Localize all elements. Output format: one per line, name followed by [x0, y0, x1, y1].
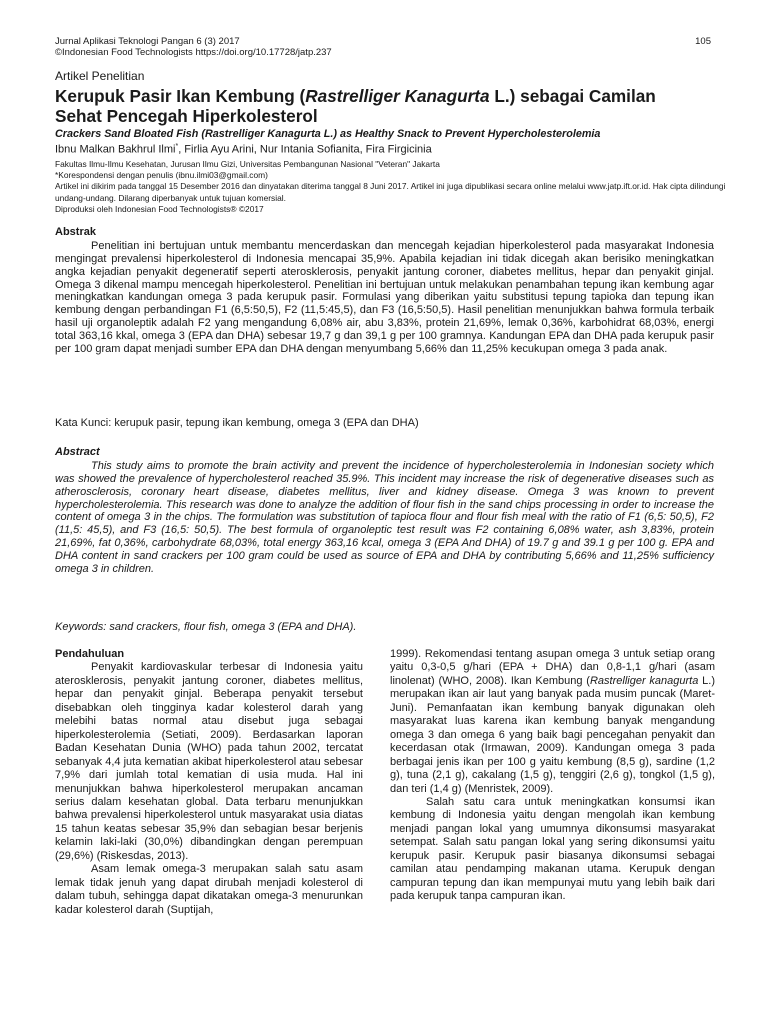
p3-species: Rastrelliger kanagurta	[589, 674, 699, 687]
title-part1: Kerupuk Pasir Ikan Kembung (	[55, 86, 306, 106]
pendahuluan-heading: Pendahuluan	[55, 648, 125, 660]
abstrak-text: Penelitian ini bertujuan untuk membantu mencerdaskan dan mencegah kejadian hiperkolesterol pada masyarakat Indonesia mengingat prevalensi hiperkolesterol di Indonesia mencapai 35,9%. Apabila kejadian ini tidak dicegah akan berisiko meningkatkan angka kejadian penyakit degeneratif seperti aterosklerosis, penyakit jantung coroner, diabetes mellitus, hepar dan penyakit ginjal. Omega 3 dikenal mampu mencegah hiperkolesterol. Penelitian ini bertujuan untuk melakukan penambahan tepung ikan kembung agar meningkatkan kandungan omega 3 pada kerupuk pasir. Formulasi yang diberikan yaitu substitusi tepung tapioka dan tepung ikan kembung dengan perbandingan F1 (6,5:50,5), F2 (11,5:45,5), dan F3 (16,5:50,5). Hasil penelitian menunjukkan bahwa formula terbaik hasil uji organoleptik adalah F2 yang mengandung 6,08% air, abu 3,83%, protein 21,69%, lemak 0,36%, karbohidrat 68,03%, energi total 363,16 kkal, omega 3 (EPA dan DHA) sebesar 19,7 g dan 39,1 g per 100 gramnya. Kandungan EPA dan DHA pada kerupuk pasir per 100 gram dapat menjadi sumber EPA dan DHA dengan menyumbang 5,66% dan 11,25% kecukupan omega 3 pada anak.	[55, 240, 714, 355]
article-type: Artikel Penelitian	[55, 69, 145, 83]
p3-text-a: 1999). Rekomendasi tentang asupan omega 3 untuk setiap orang yaitu 0,3-0,5 g/hari (EPA + DHA) dan 0,8-1,1 g/hari (asam linolenat) (WHO, 2008). Ikan Kembung (	[390, 648, 715, 687]
article-info: Artikel ini dikirim pada tanggal 15 Desember 2016 dan dinyatakan diterima tanggal 8 Juni 2017. Artikel ini juga dipublikasi secara online melalui www.jatp.ift.or.id. Hak cipta dilindungi undang-undang. Dilarang diperbanyak untuk tujuan komersial.	[55, 181, 726, 203]
other-authors: , Firlia Ayu Arini, Nur Intania Sofianita, Fira Firgicinia	[178, 143, 432, 156]
doi-line: ©Indonesian Food Technologists https://doi.org/10.17728/jatp.237	[55, 47, 332, 58]
title-line2: Sehat Pencegah Hiperkolesterol	[55, 106, 318, 126]
journal-header: Jurnal Aplikasi Teknologi Pangan 6 (3) 2017	[55, 36, 240, 47]
intro-paragraph-4: Salah satu cara untuk meningkatkan konsumsi ikan kembung di Indonesia yaitu dengan mengolah ikan kembung menjadi pangan lokal yang umumnya dikonsumsi masyarakat setempat. Salah satu pangan lokal yang sering dikonsumsi yaitu kerupuk pasir. Kerupuk pasir biasanya dikonsumsi sebagai camilan atau pendamping makanan utama. Kerupuk dengan campuran tepung dan ikan mempunyai mutu yang lebih baik dari pada kerupuk tanpa campuran ikan.	[390, 795, 715, 903]
first-author: Ibnu Malkan Bakhrul Ilmi	[55, 143, 176, 156]
intro-paragraph-3	[390, 648, 715, 796]
produced-by: Diproduksi oleh Indonesian Food Technologists® ©2017	[55, 204, 264, 214]
abstrak-keywords: Kata Kunci: kerupuk pasir, tepung ikan kembung, omega 3 (EPA dan DHA)	[55, 417, 419, 429]
p3-text-b: L.) merupakan ikan air laut yang banyak pada musim puncak (Maret-Juni). Pemanfaatan ikan kembung banyak digunakan oleh masyarakat luas karena ikan kembung banyak mengandung omega 3 dan omega 6 yang baik bagi pencegahan penyakit dan kecerdasan otak (Irmawan, 2009). Kandungan omega 3 pada berbagai jenis ikan per 100 g yaitu kembung (8,5 g), sardine (1,2 g), tuna (2,1 g), cakalang (1,5 g), tenggiri (2,6 g), tongkol (1,5 g), dan teri (1,4 g) (Menristek, 2009).	[390, 674, 715, 795]
author-list	[55, 143, 432, 156]
abstract-keywords: Keywords: sand crackers, flour fish, omega 3 (EPA and DHA).	[55, 621, 357, 633]
abstract-text: This study aims to promote the brain activity and prevent the incidence of hypercholesterolemia in Indonesian society which was showed the prevalence of hypercholesterol reached 35.9%. This incident may increase the risk of degenerative diseases such as atherosclerosis, coronary heart disease, diabetes mellitus, liver and kidney disease. Omega 3 was known to prevent hypercholesterolemia. This research was done to analyze the addition of flour fish in the sand chips processing in order to increase the content of omega 3 in the chips. The formulation was substitution of tapioca flour and flour fish meal with the ratio of F1 (6,5: 50,5), F2 (11,5: 45,5), and F3 (16,5: 50,5). The best formula of organoleptic test result was F2 containing 6,08% water, ash 3,83%, protein 21,69%, fat 0,36%, carbohydrate 68,03%, total energy 363,16 kcal, omega 3 (EPA And DHA) of 19.7 g and 39.1 g per 100 g. EPA and DHA content in sand crackers per 100 gram could be used as source of EPA and DHA by contributing 5,66% and 11,25% sufficiency omega 3 in children.	[55, 460, 714, 575]
abstrak-heading: Abstrak	[55, 226, 96, 238]
page-number: 105	[695, 36, 711, 47]
correspondence: *Korespondensi dengan penulis (ibnu.ilmi03@gmail.com)	[55, 170, 268, 180]
intro-paragraph-2: Asam lemak omega-3 merupakan salah satu asam lemak tidak jenuh yang dapat dirubah menjadi kolesterol di dalam tubuh, sehingga dapat dikatakan omega-3 menurunkan kadar kolesterol darah (Suptijah,	[55, 863, 363, 916]
affiliation: Fakultas Ilmu-Ilmu Kesehatan, Jurusan Ilmu Gizi, Universitas Pembangunan Nasional "Veteran" Jakarta	[55, 159, 440, 169]
article-title	[55, 86, 715, 126]
corresponding-mark: *	[175, 143, 179, 150]
title-italic: Rastrelliger Kanagurta	[305, 86, 490, 106]
title-part2: L.) sebagai Camilan	[489, 86, 656, 106]
abstract-heading: Abstract	[55, 446, 100, 458]
left-column	[55, 648, 363, 917]
intro-paragraph-1: Penyakit kardiovaskular terbesar di Indonesia yaitu aterosklerosis, penyakit jantung coroner, diabetes mellitus, hepar dan penyakit ginjal. Beberapa penyakit tersebut disebabkan oleh tingginya kadar kolesterol darah yang melebihi batas normal atau disebut juga sebagai hiperkolesterolemia (Setiati, 2009). Berdasarkan laporan Badan Kesehatan Dunia (WHO) pada tahun 2002, tercatat sebanyak 4,4 juta kematian akibat hiperkolesterol atau sebesar 7,9% dari jumlah total kematian di usia muda. Hal ini menunjukkan bahwa hiperkolesterol merupakan ancaman serius dalam kesehatan global. Data terbaru menunjukkan bahwa prevalensi hiperkolesterol untuk masyarakat usia diatas 15 tahun keatas sebesar 35,9% dan sebagian besar berjenis kelamin laki-laki (30,0%) dibandingkan dengan perempuan (29,6%) (Riskesdas, 2013).	[55, 661, 363, 862]
english-title: Crackers Sand Bloated Fish (Rastrelliger Kanagurta L.) as Healthy Snack to Prevent Hypercholesterolemia	[55, 128, 601, 140]
right-column	[390, 648, 715, 904]
